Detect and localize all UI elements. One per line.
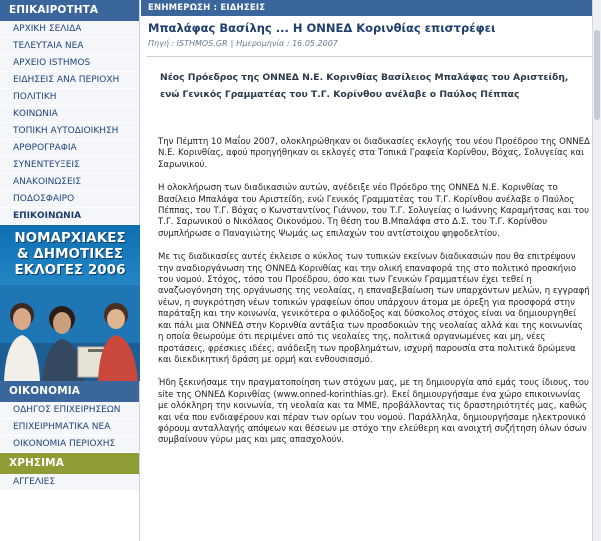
article-title: Μπαλάφας Βασίλης ... Η ΟΝΝΕΔ Κορινθίας επιστρέφει [148,21,496,35]
sidebar-item-regional-economy[interactable]: ΟΙΚΟΝΟΜΙΑ ΠΕΡΙΟΧΗΣ [0,436,139,453]
section-header-epikairotita: ΕΠΙΚΑΙΡΟΤΗΤΑ [0,0,139,21]
article-source: Πηγή : ISTHMOS.GR [148,39,228,48]
scrollbar-thumb[interactable] [594,30,600,120]
sidebar-item-archive[interactable]: ΑΡΧΕΙΟ ISTHMOS [0,55,139,72]
sidebar-item-business-guide[interactable]: ΟΔΗΓΟΣ ΕΠΙΧΕΙΡΗΣΕΩΝ [0,402,139,419]
sidebar-item-football[interactable]: ΠΟΔΟΣΦΑΙΡΟ [0,191,139,208]
sidebar-menu-xrisima [0,474,139,491]
sidebar-item-articles[interactable]: ΑΡΘΡΟΓΡΑΦΙΑ [0,140,139,157]
sidebar-item-society[interactable]: ΚΟΙΝΩΝΙΑ [0,106,139,123]
sidebar-item-announcements[interactable]: ΑΝΑΚΟΙΝΩΣΕΙΣ [0,174,139,191]
banner-line-1: ΝΟΜΑΡΧΙΑΚΕΣ [14,230,126,246]
sidebar [0,0,140,541]
sidebar-item-home[interactable]: ΑΡΧΙΚΗ ΣΕΛΙΔΑ [0,21,139,38]
sidebar-item-business-news[interactable]: ΕΠΙΧΕΙΡΗΜΑΤΙΚΑ ΝΕΑ [0,419,139,436]
article-paragraph-1: Την Πέμπτη 10 Μαΐου 2007, ολοκληρώθηκαν οι διαδικασίες εκλογής του νέου Προέδρου της ΟΝΝΕΔ Ν.Ε. Κορινθίας, αφού προηγήθηκαν οι εκλογές στα Τοπικά Γραφεία Κορίνθου, Βόχας, Σολυγείας και Σαρωνικού. [158,137,590,170]
main-content [141,0,601,541]
sidebar-item-local-government[interactable]: ΤΟΠΙΚΗ ΑΥΤΟΔΙΟΙΚΗΣΗ [0,123,139,140]
elections-2006-banner[interactable] [0,225,140,381]
sidebar-menu-oikonomia [0,402,139,453]
section-label: ΕΝΗΜΕΡΩΣΗ : ΕΙΔΗΣΕΙΣ [141,0,601,16]
article-body [141,57,601,447]
section-header-xrisima: ΧΡΗΣΙΜΑ [0,453,139,474]
page-scrollbar[interactable] [592,0,601,541]
sidebar-item-news-by-region[interactable]: ΕΙΔΗΣΕΙΣ ΑΝΑ ΠΕΡΙΟΧΗ [0,72,139,89]
sidebar-menu-epikairotita [0,21,139,225]
article-lead: Νέος Πρόεδρος της ΟΝΝΕΔ Ν.Ε. Κορινθίας Βασίλειος Μπαλάφας του Αριστείδη, ενώ Γενικός Γραμματέας του Τ.Γ. Κορίνθου ανέλαβε ο Παύλος Πέππας [160,72,569,100]
article-meta [141,35,601,48]
sidebar-item-latest-news[interactable]: ΤΕΛΕΥΤΑΙΑ ΝΕΑ [0,38,139,55]
article-date: Ημερομηνία : 16.05.2007 [236,39,338,48]
meta-separator: | [230,39,234,48]
section-header-oikonomia: ΟΙΚΟΝΟΜΙΑ [0,381,139,402]
article-paragraph-2: Η ολοκλήρωση των διαδικασιών αυτών, ανέδειξε νέο Πρόεδρο της ΟΝΝΕΔ Ν.Ε. Κορινθίας το Βασίλειο Μπαλάφα του Αριστείδη, ενώ Γενικός Γραμματέας του Τ.Γ. Κορίνθου ανέλαβε ο Παύλος Πέππας, του Τ.Γ. Βόχας ο Κωνσταντίνος Γιάννου, του Τ.Γ. Σολυγείας ο Ιωάννης Καραμήτσας και του Τ.Γ. Σαρωνικού ο Νικόλαος Οικονόμου. Τη θέση του Β.Μπαλάφα στο Δ.Σ. του Τ.Γ. Κορίνθου συμπλήρωσε ο Παναγιώτης Ψωμάς ως επιλαχών του αντίστοιχου ψηφοδελτίου. [158,183,590,239]
sidebar-item-contact[interactable]: ΕΠΙΚΟΙΝΩΝΙΑ [0,208,139,225]
banner-line-3: ΕΚΛΟΓΕΣ 2006 [14,262,126,278]
banner-line-2: & ΔΗΜΟΤΙΚΕΣ [16,246,124,262]
sidebar-item-politics[interactable]: ΠΟΛΙΤΙΚΗ [0,89,139,106]
article-paragraph-3: Με τις διαδικασίες αυτές έκλεισε ο κύκλος των τυπικών εκείνων διαδικασιών που θα επιτρέψουν την αναδιοργάνωση της ΟΝΝΕΔ Κορινθίας και την ολική επαναφορά της στο πολιτικό προσκήνιο του νομού. Στόχος, τόσο του Προέδρου, όσο και των Γενικών Γραμματέων έχει τεθεί η αναζωογόνηση της οργάνωσης της νεολαίας, η επαναβεβαίωση των υπαρχόντων μελών, η εγγραφή νέων, η συγκρότηση νέων τοπικών γραφείων όπου υπάρχουν άτομα με όρεξη για προσφορά στην παράταξη και την κοινωνία, γενικότερα ο φιλόδοξος και δύσκολος στόχος είναι να δημιουργηθεί και πάλι μια ΟΝΝΕΔ στην Κορινθία αντάξια των προσδοκιών της νεολαίας αλλά και της κοινωνίας η οποία θεωρούμε ότι περιμένει από τις νεολαίες της, πολιτικά οργανωμένες και μη, νέες προτάσεις, φρέσκιες ιδέες, ανάδειξη των προβλημάτων, ισχυρή παρουσία στα πολιτικά δρώμενα και διεκδικητική δράση με ορμή και ενθουσιασμό. [158,252,590,365]
sidebar-item-interviews[interactable]: ΣΥΝΕΝΤΕΥΞΕΙΣ [0,157,139,174]
voters-photo [0,285,140,381]
sidebar-item-classifieds[interactable]: ΑΓΓΕΛΙΕΣ [0,474,139,491]
article-paragraph-4: Ήδη ξεκινήσαμε την πραγματοποίηση των στόχων μας, με τη δημιουργία από εμάς τους ίδιους, του site της ΟΝΝΕΔ Κορινθίας (www.onned-korinthias.gr). Εκεί δημιουργήσαμε ένα χώρο επικοινωνίας με ολόκληρη την κοινωνία, τη νεολαία και τα ΜΜΕ, προβάλλοντας τις δραστηριότητές μας, καθώς και νέα που ενδιαφέρουν και πέραν των ορίων του νομού. Παράλληλα, δημιουργήσαμε ηλεκτρονικό φόρουμ ανταλλαγής απόψεων και θέσεων με στόχο την ελεύθερη και ανοιχτή συζήτηση όλων όσων συμβαίνουν γύρω μας και μας απασχολούν. [158,378,589,446]
